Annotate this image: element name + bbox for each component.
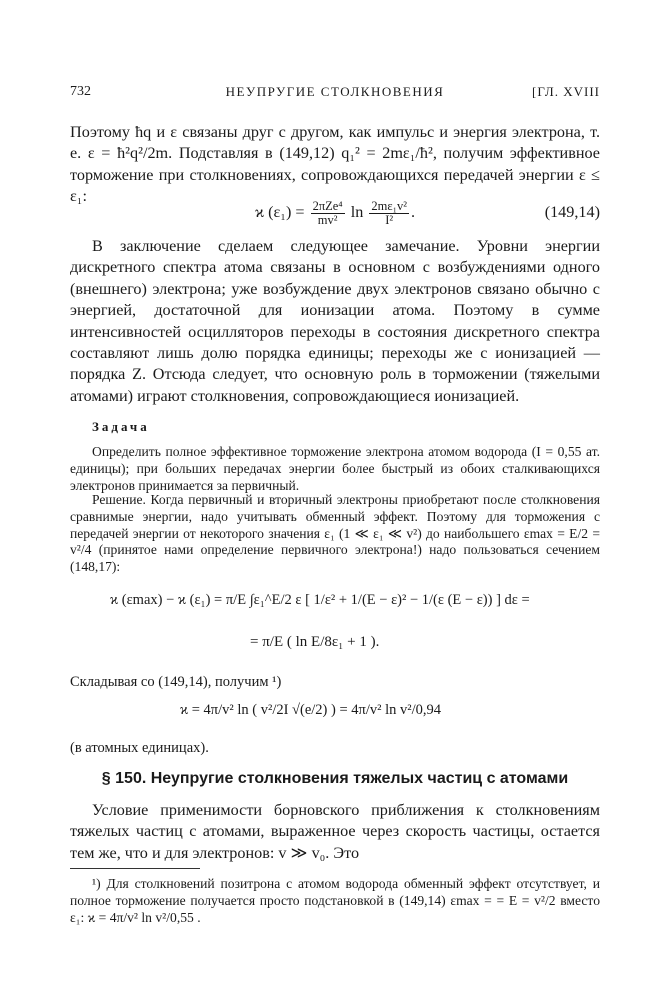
paragraph-2: В заключение сделаем следующее замечание. Уровни энергии дискретного спектра атома связаны в основном с возбуждениями одного (внешнего) электрона; уже возбуждение двух электронов связано обычно с энергией, достаточной для ионизации атома. Поэтому в сумме интенсивностей осцилляторов переходы в состояния дискретного спектра составляют лишь долю порядка единицы; переходы же с ионизацией — порядка Z. Отсюда следует, что основную роль в торможении (тяжелыми атомами) играют столкновения, сопровождающиеся ионизацией. [70, 237, 600, 405]
running-title: НЕУПРУГИЕ СТОЛКНОВЕНИЯ [225, 84, 445, 99]
footnote-rule [70, 868, 200, 869]
task-text: Определить полное эффективное торможение электрона атомом водорода (I = 0,55 ат. единицы); при больших передачах энергии более быстрый из обоих сталкивающихся электронов принимается за первичный. [70, 444, 600, 493]
eq1-ln-denominator: I² [385, 213, 394, 227]
equation-integral: ϰ (εmax) − ϰ (ε₁) = π/E ∫ε₁^E/2 ε [ 1/ε² + 1/(E − ε)² − 1/(ε (E − ε)) ] dε = [110, 592, 530, 608]
equation-integral-result: = π/E ( ln E/8ε₁ + 1 ). [250, 634, 380, 650]
paragraph-3: Складывая со (149,14), получим ¹) [70, 674, 282, 690]
equation-149-14 [70, 194, 600, 230]
equation-tag: (149,14) [544, 203, 600, 221]
eq1-ln-numerator: 2mε₁v² [371, 199, 407, 213]
eq1-fraction [311, 200, 345, 227]
eq1-numerator: 2πZe⁴ [312, 199, 343, 213]
eq1-ln-fraction [369, 200, 409, 227]
chapter-label: [ГЛ. XVIII [532, 84, 600, 99]
paragraph-5: Условие применимости борновского приближения к столкновениям тяжелых частиц с атомами, выраженное через скорость частицы, остается тем же, что и для электронов: v ≫ v₀. Это [70, 801, 600, 862]
eq1-denominator: mv² [317, 213, 338, 227]
eq1-lhs: ϰ (ε₁) = [255, 203, 305, 222]
running-header [70, 84, 600, 104]
equation-149-14-math: ϰ (ε₁) = $\frac{\text{2πZe⁴}}{\text{mv²}}$ ln $\frac{\text{2mε₁v²}}{\text{I²}}$ . [255, 199, 415, 227]
task-heading: Задача [92, 419, 150, 434]
eq1-ln: ln [350, 203, 364, 222]
footnote: ¹) Для столкновений позитрона с атомом водорода обменный эффект отсутствует, и полное торможение получается просто подстановкой в (149,14) εmax = = E = v²/2 вместо ε₁: ϰ = 4π/v² ln v²/0,55 . [70, 876, 600, 925]
section-title: § 150. Неупругие столкновения тяжелых частиц с атомами [101, 770, 569, 787]
equation-result: ϰ = 4π/v² ln ( v²/2I √(e/2) ) = 4π/v² ln v²/0,94 [180, 702, 441, 718]
paragraph-4: (в атомных единицах). [70, 740, 209, 756]
page-number: 732 [70, 84, 91, 99]
solution-text: Решение. Когда первичный и вторичный электроны приобретают после столкновения сравнимые энергии, надо учитывать обменный эффект. Поэтому для торможения с передачей энергии от некоторого значения ε₁ (1 ≪ ε₁ ≪ v²) до наибольшего εmax = E/2 = v²/4 (принятое нами определение первичного электрона!) надо пользоваться сечением (148,17): [70, 492, 600, 575]
paragraph-1: Поэтому ħq и ε связаны друг с другом, как импульс и энергия электрона, т. е. ε = ħ²q²/2m. Подставляя в (149,12) q₁² = 2mε₁/ħ², получим эффективное торможение при столкновениях, сопровождающихся передачей энергии ε ≤ ε₁: [70, 123, 600, 206]
